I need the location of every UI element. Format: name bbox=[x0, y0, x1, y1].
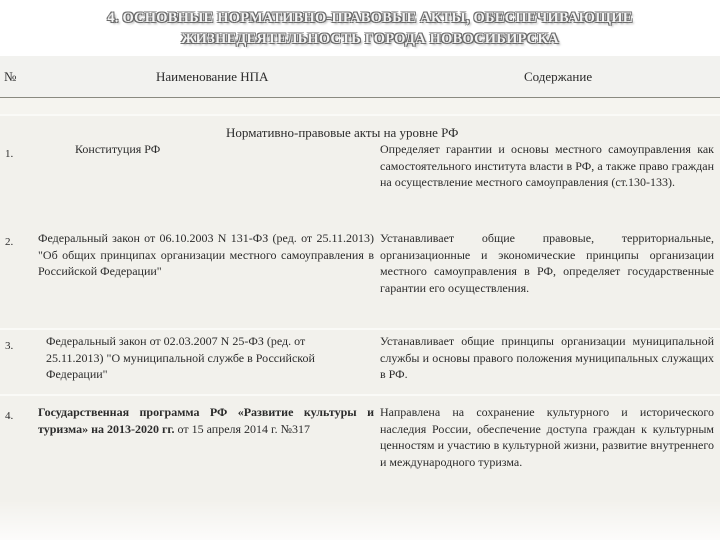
header-num: № bbox=[4, 69, 17, 84]
row-name-bold: Государственная программа РФ «Развитие культуры и туризма» на 2013-2020 гг. bbox=[38, 405, 374, 436]
section-title: Нормативно-правовые акты на уровне РФ bbox=[226, 125, 459, 140]
row-num: 2. bbox=[5, 236, 14, 248]
page-title-line1: 4. ОСНОВНЫЕ НОРМАТИВНО-ПРАВОВЫЕ АКТЫ, ОБЕСПЕЧИВАЮЩИЕ bbox=[107, 10, 633, 26]
row-name-rest: от 15 апреля 2014 г. №317 bbox=[174, 421, 311, 436]
bottom-fade bbox=[0, 500, 720, 540]
row-num: 4. bbox=[5, 410, 14, 422]
row-separator bbox=[0, 394, 720, 396]
row-content: Направлена на сохранение культурного и исторического наследия России, обеспечение доступа граждан к культурным ценностям и участию в культурной жизни, развитие внутреннего и международного туризма. bbox=[380, 405, 714, 469]
row-content: Определяет гарантии и основы местного самоуправления как самостоятельного института власти в РФ, а также право граждан на осуществление местного самоуправления (ст.130-133). bbox=[380, 142, 714, 189]
page-title-line2: ЖИЗНЕДЕЯТЕЛЬНОСТЬ ГОРОДА НОВОСИБИРСКА bbox=[181, 31, 559, 47]
row-name: Федеральный закон от 06.10.2003 N 131-ФЗ (ред. от 25.11.2013) "Об общих принципах организации местного самоуправления в Российской Федерации" bbox=[38, 231, 374, 278]
row-separator bbox=[0, 328, 720, 330]
row-name: Конституция РФ bbox=[75, 142, 161, 156]
header-content: Содержание bbox=[524, 69, 593, 84]
row-num: 3. bbox=[5, 340, 14, 352]
row-separator bbox=[0, 114, 720, 116]
page-title bbox=[60, 8, 680, 50]
header-name: Наименование НПА bbox=[156, 69, 269, 84]
row-name bbox=[38, 404, 374, 437]
header-spacer bbox=[0, 98, 720, 114]
row-num: 1. bbox=[5, 148, 14, 160]
row-content: Устанавливает общие правовые, территориальные, организационные и экономические принципы организации местного самоуправления в РФ, определяет государственные гарантии его осуществления. bbox=[380, 231, 714, 295]
row-name: Федеральный закон от 02.03.2007 N 25-ФЗ (ред. от 25.11.2013) "О муниципальной службе в Российской Федерации" bbox=[46, 334, 315, 381]
row-content: Устанавливает общие принципы организации муниципальной службы и основы правого положения муниципальных служащих в РФ. bbox=[380, 334, 714, 381]
table-header bbox=[0, 56, 720, 98]
